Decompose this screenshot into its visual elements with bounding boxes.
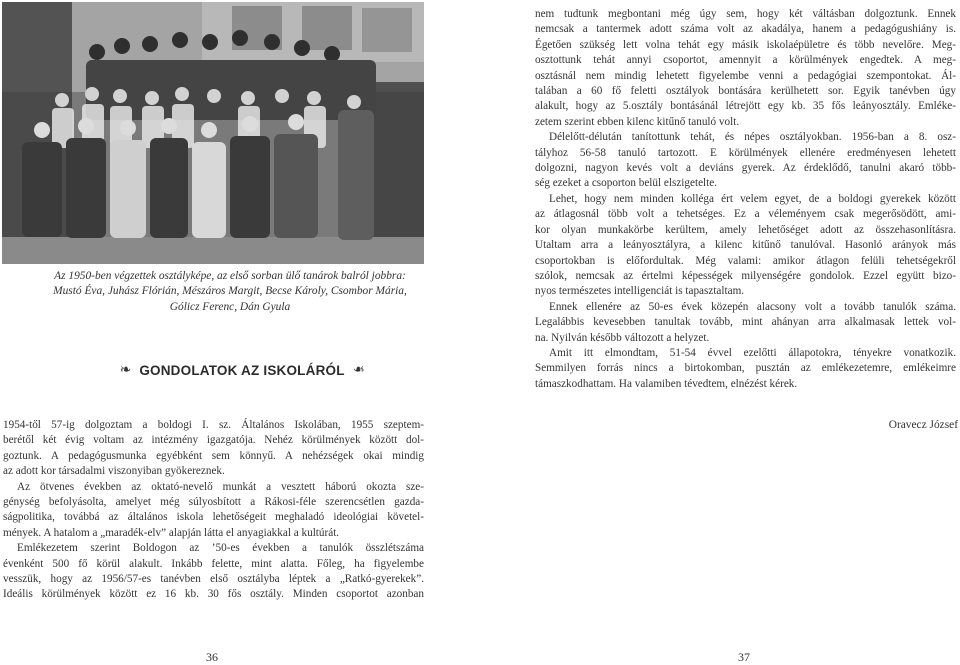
text-line: támaszkodhattam. Ha valamiben tévedtem, elnézést kérek.: [535, 377, 798, 390]
text-line: az átlagosnál több volt a tehetséges. Ez a véleményem csak megerősödött, ami-: [535, 208, 956, 221]
page-number: 37: [738, 650, 750, 664]
left-page: [0, 0, 480, 664]
text-line: Semmilyen forrás nincs a birtokomban, pusztán az emlékezetemre, emlékeimre: [535, 362, 956, 375]
text-line: na. Nyilván később változott a helyzet.: [535, 331, 710, 344]
text-line: Legalábbis kevesebben tanultak tovább, mint ahányan arra alkalmasak lettek vol-: [535, 316, 956, 329]
text-line: alakult, hogy az 5.osztály bontásánál létrejött egy kb. 35 fős leányosztály. Emléke-: [535, 100, 956, 113]
text-line: az adott kor társadalmi viszonyiban gyökereznek.: [3, 465, 225, 478]
text-line: tályhoz 56-58 tanuló tartozott. E körülmények ellenére eredményesen lehetett: [535, 146, 956, 159]
text-line: Amit itt elmondtam, 51-54 évvel ezelőtti állapotokra, tényekre vonatkozik.: [549, 346, 956, 359]
text-line: talában a 60 fő feletti osztályok bontására kerülhetett sor. Egyik tanévben úgy: [535, 85, 956, 98]
text-line: zetem szerint ebben kilenc kitűnő tanuló volt.: [535, 115, 740, 128]
caption-line: Mustó Éva, Juhász Flórián, Mészáros Margit, Becse Károly, Csombor Mária,: [53, 285, 407, 298]
caption-line: Az 1950-ben végzettek osztályképe, az első sorban ülő tanárok balról jobbra:: [54, 270, 406, 282]
text-line: osztottunk tehát annyi csoportot, amennyit a körülmények engedtek. A meg-: [535, 54, 956, 67]
text-line: mények. A hatalom a „maradék-elv” alapján látta el anyagiakkal a kultúrát.: [3, 526, 340, 539]
text-line: 1954-től 57-ig dolgoztam a boldogi I. sz. Általános Iskolában, 1955 szeptem-: [3, 419, 424, 431]
text-line: Ennek ellenére az 50-es évek közepén alacsony volt a tovább tanulók száma.: [549, 300, 956, 313]
class-photo: [2, 2, 424, 264]
right-body-text: [535, 7, 956, 392]
section-heading: [92, 360, 392, 380]
text-line: Az ötvenes években az oktató-nevelő munkát a vesztett háború okozta sze-: [17, 480, 424, 493]
text-line: Emlékezetem szerint Boldogon az ’50-es években a tanulók összlétszáma: [17, 542, 424, 555]
text-line: génység befolyásolta, amelyet még súlyosbított a Rákosi-féle szerencsétlen gazda-: [3, 496, 424, 509]
ornament-left-icon: ❧: [119, 362, 132, 378]
text-line: nemcsak a tantermek adott száma volt az akadálya, hanem a pedagógushiány is.: [535, 23, 956, 36]
text-line: kor olyan munkakörbe kerültem, amely lehetőséget adott az összehasonlításra.: [535, 223, 956, 236]
section-title: GONDOLATOK AZ ISKOLÁRÓL: [139, 362, 345, 378]
text-line: szólok, nemcsak az értelmi képességek milyenségére gondolok. Ezzel együtt bizo-: [535, 269, 956, 282]
text-line: vesszük, hogy az 1956/57-es tanévben első osztályba léptek a „Ratkó-gyerekek”.: [3, 573, 424, 586]
text-line: Utaltam arra a leányosztályra, a kilenc kitűnő tanulóval. Hasonló arányok más: [535, 239, 956, 252]
page-number: 36: [206, 650, 218, 664]
ornament-right-icon: ❧: [352, 362, 365, 378]
text-line: berétől két évig voltam az intézmény igazgatója. Nehéz körülmények között dol-: [3, 434, 424, 447]
text-line: osztásnál nem mindig lehetett figyelembe venni a pedagógiai szempontokat. Ál-: [535, 69, 956, 82]
caption-line: Gólicz Ferenc, Dán Gyula: [169, 300, 291, 313]
author-signature: Oravecz József: [888, 419, 958, 431]
text-line: dolgozni, nagyon kevés volt a deviáns gyerek. Az érdeklődő, tanulni akaró több-: [535, 162, 956, 175]
class-photo-image: [2, 2, 424, 264]
text-line: nyos természetes intelligenciát is tapasztaltam.: [535, 285, 745, 298]
text-line: csoportokban is előfordultak. Még valami: amikor átlagon felüli tehetségekről: [535, 254, 956, 267]
left-body-text: [3, 418, 424, 603]
text-line: Égetően szükség lett volna tehát egy másik iskolaépületre és több nevelőre. Meg-: [535, 38, 956, 51]
photo-caption: [36, 269, 424, 315]
right-page: [480, 0, 960, 664]
text-line: ságpolitika, továbbá az általános iskola lehetőségeit meghaladó ideológiai követel-: [3, 511, 424, 524]
text-line: Lehet, hogy nem minden kolléga ért velem egyet, de a boldogi gyerekek között: [549, 192, 956, 205]
text-line: ség ezeket a csoporton belül elszigetelte.: [535, 177, 718, 190]
text-line: goztunk. A pedagógusmunka egyébként sem könnyű. A nehézségek okai mindig: [3, 449, 424, 462]
text-line: Ideális körülmények között ez 16 kb. 30 fős osztály. Minden csoportot azonban: [3, 588, 424, 601]
text-line: évenként 500 fő körül alakult. Inkább felette, mint alatta. Főleg, ha figyelembe: [3, 557, 424, 570]
text-line: nem tudtunk megbontani még úgy sem, hogy két váltásban dolgoztunk. Ennek: [535, 8, 956, 20]
text-line: Délelőtt-délután tanítottunk tehát, és népes osztályokban. 1956-ban a 8. osz-: [549, 131, 956, 144]
